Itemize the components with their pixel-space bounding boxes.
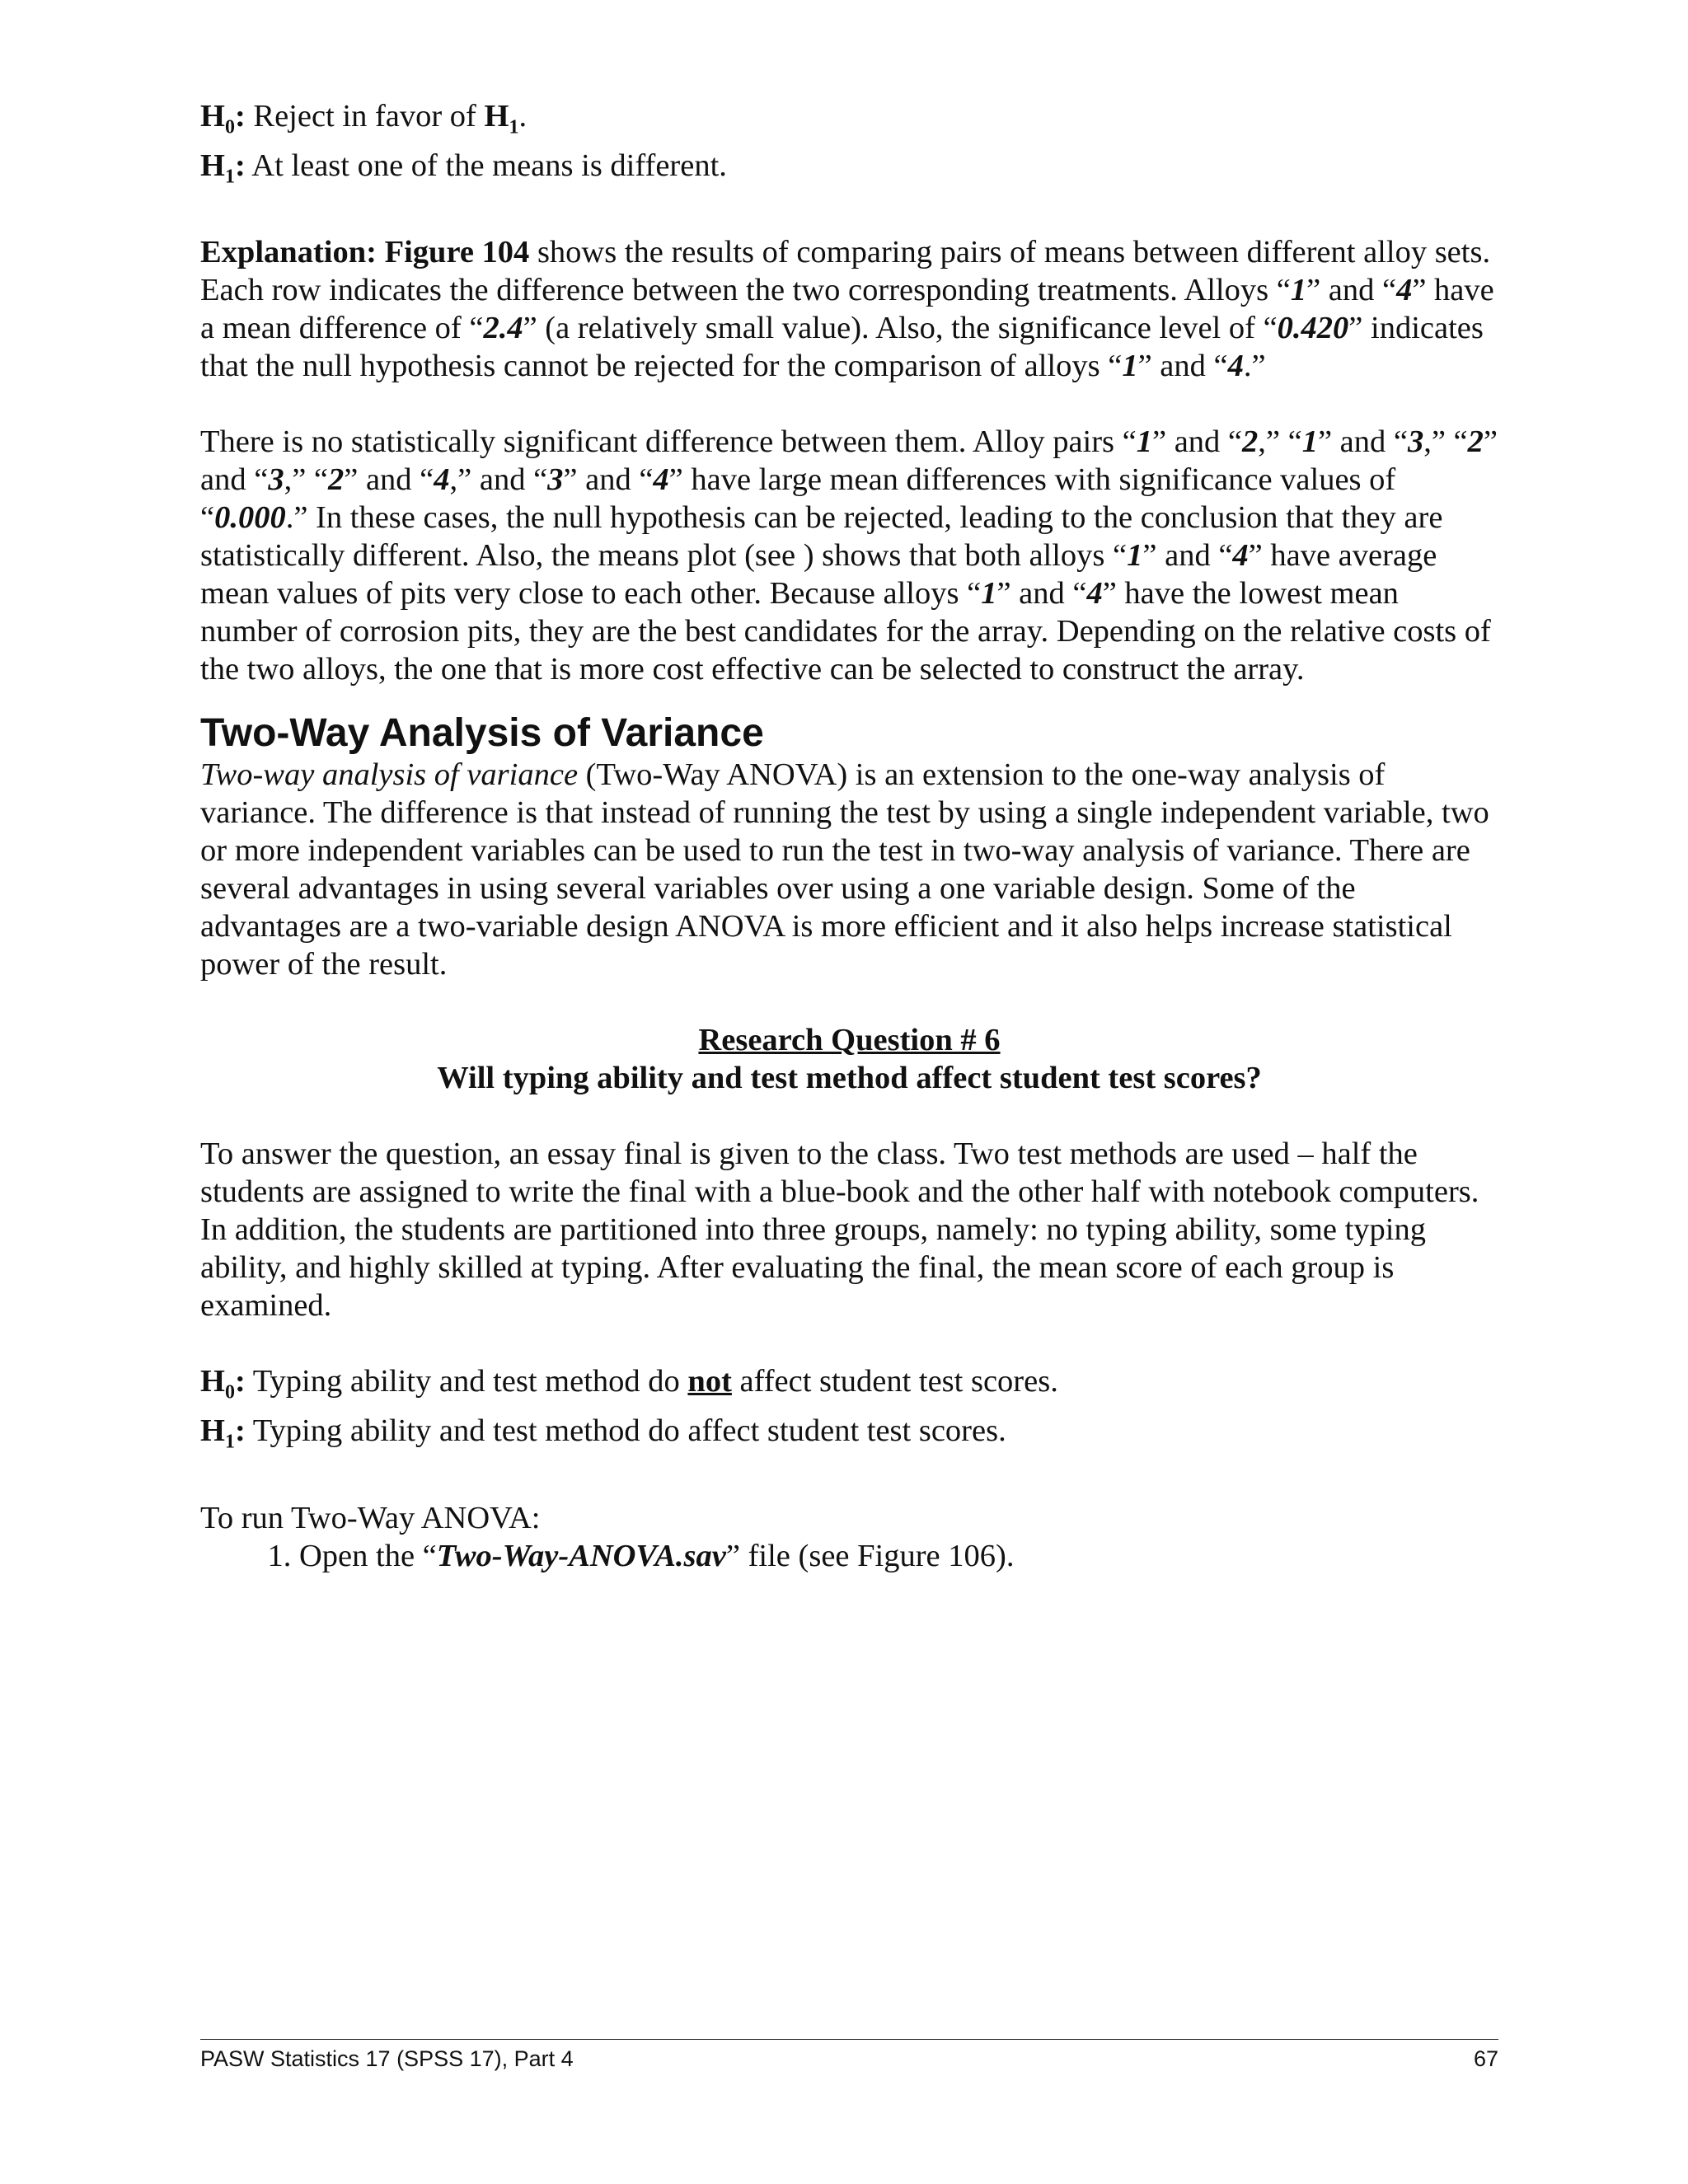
page-content	[200, 97, 1498, 1575]
explanation-paragraph: Explanation: Figure 104 shows the results of comparing pairs of means between different alloy sets. Each row indicates the difference between the two corresponding treatments. Alloys “1” and “4” have a mean difference of “2.4” (a relatively small value). Also, the significance level of “0.420” indicates that the null hypothesis cannot be rejected for the comparison of alloys “1” and “4.”	[200, 235, 1494, 384]
null-hypothesis-1: $H_0$: Reject in favor of $H_1$.	[200, 99, 528, 138]
alt-hypothesis-2: $H_1$: Typing ability and test method do affect student test scores.	[200, 1413, 1006, 1453]
page-footer	[200, 2039, 1498, 2072]
page-number: 67	[1473, 2046, 1498, 2071]
alloy-pairs-paragraph: There is no statistically significant difference between them. Alloy pairs “1” and “2,” “1” and “3,” “2” and “3,” “2” and “4,” and “3” and “4” have large mean differences with significance values of “0.000.” In these cases, the null hypothesis can be rejected, leading to the conclusion that they are statistically different. Also, the means plot (see ) shows that both alloys “1” and “4” have average mean values of pits very close to each other. Because alloys “1” and “4” have the lowest mean number of corrosion pits, they are the best candidates for the array. Depending on the relative costs of the two alloys, the one that is more cost effective can be selected to construct the array.	[200, 424, 1498, 687]
footer-title: PASW Statistics 17 (SPSS 17), Part 4	[200, 2046, 574, 2071]
research-question-text: Will typing ability and test method affect student test scores?	[437, 1061, 1262, 1096]
research-question-title: Research Question # 6	[698, 1023, 1001, 1058]
list-item: 1. Open the “Two-Way-ANOVA.sav” file (see Figure 106).	[299, 1537, 1498, 1575]
section-intro: Two-way analysis of variance (Two-Way ANOVA) is an extension to the one-way analysis of variance. The difference is that instead of running the test by using a single independent variable, two or more independent variables can be used to run the test in two-way analysis of variance. There are several advantages in using several variables over using a one variable design. Some of the advantages are a two-variable design ANOVA is more efficient and it also helps increase statistical power of the result.	[200, 757, 1489, 982]
answer-paragraph: To answer the question, an essay final is given to the class. Two test methods are used – half the students are assigned to write the final with a blue-book and the other half with notebook computers. In addition, the students are partitioned into three groups, namely: no typing ability, some typing ability, and highly skilled at typing. After evaluating the final, the mean score of each group is examined.	[200, 1137, 1479, 1324]
steps-list	[200, 1537, 1498, 1575]
null-hypothesis-2: $H_0$: Typing ability and test method do not affect student test scores.	[200, 1364, 1058, 1404]
alt-hypothesis-1: $H_1$: At least one of the means is different.	[200, 148, 727, 188]
section-heading: Two-Way Analysis of Variance	[200, 711, 764, 756]
run-intro: To run Two-Way ANOVA:	[200, 1500, 541, 1535]
